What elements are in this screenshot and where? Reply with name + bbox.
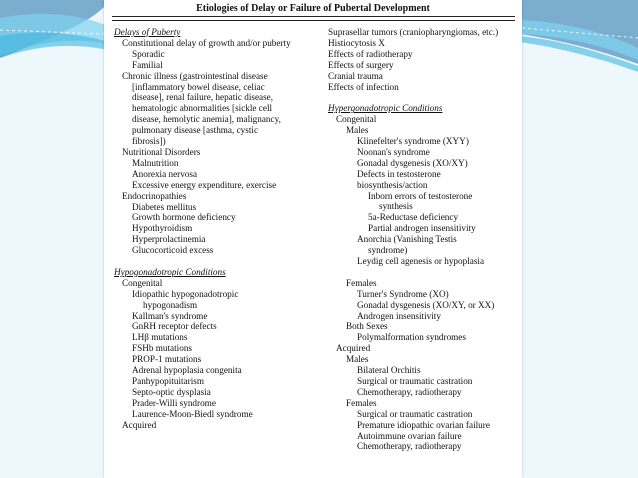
right-column [328,27,518,452]
left-column [114,27,326,431]
list-item: Chronic illness (gastrointestinal disease [122,70,268,81]
list-item: Prader-Willi syndrome [132,397,216,408]
list-item: Klinefelter's syndrome (XYY) [357,136,469,147]
list-item: hematologic abnormalities [sickle cell [132,103,273,114]
list-item: Congenital [336,114,377,125]
list-item: Autoimmune ovarian failure [357,430,462,441]
section-heading: Delays of Puberty [114,27,181,37]
list-item: Partial androgen insensitivity [368,223,476,234]
list-item: Premature idiopathic ovarian failure [357,419,490,430]
list-item: Familial [132,59,163,70]
list-item: hypogonadism [143,299,198,310]
list-item: Surgical or traumatic castration [357,408,473,419]
list-item: Androgen insensitivity [357,310,441,321]
list-item: Glucocorticoid excess [132,245,214,256]
list-item: Growth hormone deficiency [132,212,236,223]
list-item: Leydig cell agenesis or hypoplasia [357,256,485,267]
list-item: Defects in testosterone [357,168,441,179]
list-item: Hypothyroidism [132,223,193,234]
list-item: Cranial trauma [328,70,383,81]
list-item: Nutritional Disorders [122,146,201,157]
list-item: Acquired [122,419,157,430]
list-item: Both Sexes [346,321,388,332]
list-item: Septo-optic dysplasia [132,386,211,397]
document-title: Etiologies of Delay or Failure of Pubertal Development [196,3,430,14]
list-item: Surgical or traumatic castration [357,375,473,386]
list-item: PROP-1 mutations [132,354,202,365]
list-item: disease, hemolytic anemia], malignancy, [132,114,281,125]
spacer [114,256,326,267]
list-item: Inborn errors of testosterone [368,190,473,201]
list-item: FSHb mutations [132,343,192,354]
list-item: Kallman's syndrome [132,310,208,321]
list-item: Females [346,277,377,288]
title-rule-bottom [112,20,515,21]
list-item: Chemotherapy, radiotherapy [357,386,462,397]
list-item: GnRH receptor defects [132,321,217,332]
list-item: Hyperprolactinemia [132,234,206,245]
section-heading: Hypergonadotropic Conditions [328,103,443,114]
list-item: synthesis [379,201,413,212]
document-page [104,0,522,478]
list-item: Excessive energy expenditure, exercise [132,179,277,190]
list-item: Turner's Syndrome (XO) [357,288,449,299]
list-item: Polymalformation syndromes [357,332,466,343]
list-item: Effects of infection [328,81,399,92]
list-item: Effects of surgery [328,59,394,70]
section-heading: Hypogonadotropic Conditions [114,266,226,277]
list-item: Acquired [336,343,371,354]
list-item: biosynthesis/action [357,179,428,190]
list-item: Females [346,397,377,408]
list-item: 5a-Reductase deficiency [368,212,459,223]
title-rule-top [112,16,515,17]
list-item: Malnutrition [132,157,179,168]
list-item: Suprasellar tumors (craniopharyngiomas, etc.) [328,27,499,37]
list-item: Constitutional delay of growth and/or puberty [122,37,291,48]
list-item: Anorexia nervosa [132,168,198,179]
spacer [328,92,518,103]
list-item: Males [346,125,369,136]
list-item: Laurence-Moon-Biedl syndrome [132,408,253,419]
list-item: Histiocytosis X [328,37,385,48]
list-item: Chemotherapy, radiotherapy [357,441,462,452]
list-item: Idiopathic hypogonadotropic [132,288,239,299]
list-item: disease], renal failure, hepatic disease, [132,92,274,103]
list-item: Males [346,354,369,365]
list-item: Congenital [122,277,163,288]
spacer [328,267,518,278]
list-item: Endocrinopathies [122,190,187,201]
list-item: fibrosis]) [132,136,166,147]
list-item: Effects of radiotherapy [328,48,413,59]
list-item: syndrome) [368,245,408,256]
list-item: Noonan's syndrome [357,146,430,157]
list-item: Adrenal hypoplasia congenita [132,365,242,376]
list-item: Diabetes mellitus [132,201,197,212]
list-item: Gonadal dysgenesis (XO/XY, or XX) [357,299,495,310]
list-item: Bilateral Orchitis [357,365,421,376]
list-item: pulmonary disease [asthma, cystic [132,125,259,136]
list-item: [inflammatory bowel disease, celiac [132,81,265,92]
list-item: Anorchia (Vanishing Testis [357,234,457,245]
list-item: Sporadic [132,48,165,59]
list-item: Panhypopituitarism [132,375,204,386]
list-item: Gonadal dysgenesis (XO/XY) [357,157,468,168]
list-item: LHβ mutations [132,332,188,343]
